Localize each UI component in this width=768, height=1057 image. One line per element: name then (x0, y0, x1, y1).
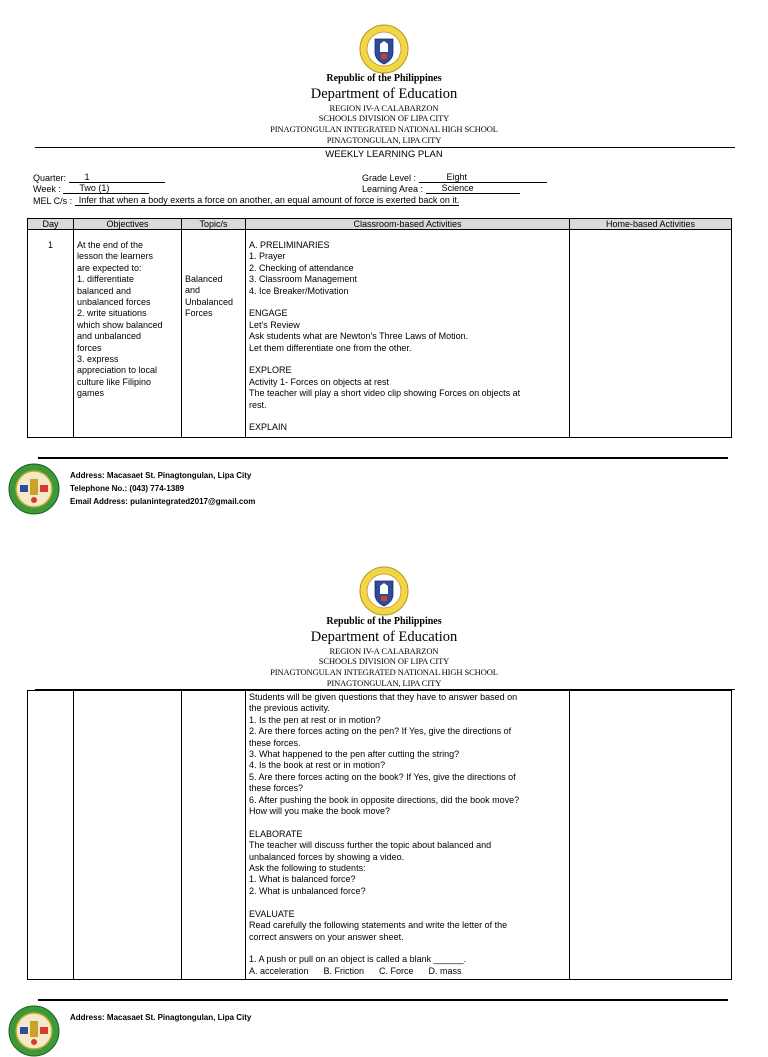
activity-line: 3. What happened to the pen after cutting the string? (249, 749, 460, 760)
area-row (362, 183, 520, 194)
deped-seal-icon (359, 566, 409, 616)
area-label: Learning Area : (362, 184, 424, 194)
activity-line: these forces? (249, 783, 304, 794)
objective-line: unbalanced forces (77, 297, 151, 308)
quarter-label: Quarter: (33, 173, 67, 183)
activity-line: 1. What is balanced force? (249, 874, 356, 885)
week-value: Two (1) (63, 183, 149, 194)
republic-line: Republic of the Philippines (326, 616, 442, 627)
blank-line (249, 411, 566, 422)
objective-line: appreciation to local (77, 365, 158, 376)
objective-line: 2. write situations (77, 308, 147, 319)
topics-cell (182, 691, 246, 980)
topic-line: Unbalanced (185, 296, 234, 307)
home-activities-cell (570, 691, 732, 980)
header-day: Day (28, 219, 74, 230)
activity-line: 4. Ice Breaker/Motivation (249, 285, 349, 296)
activity-line: 2. What is unbalanced force? (249, 885, 366, 896)
activity-line: unbalanced forces by showing a video. (249, 851, 405, 862)
activity-line: 2. Checking of attendance (249, 262, 354, 273)
activity-line: Ask the following to students: (249, 863, 366, 874)
classroom-activities-cell (246, 691, 570, 980)
classroom-activities-cell (246, 230, 570, 438)
objective-line: are expected to: (77, 262, 142, 273)
grade-value: Eight (419, 172, 547, 183)
footer-address: Address: Macasaet St. Pinagtongulan, Lipa City (70, 471, 252, 480)
objective-line: 3. express (77, 354, 119, 365)
activity-line: 4. Is the book at rest or in motion? (249, 760, 386, 771)
school-logo-icon (8, 1005, 60, 1057)
footer-address: Address: Macasaet St. Pinagtongulan, Lipa City (70, 1013, 252, 1022)
objective-line: culture like Filipino (77, 376, 152, 387)
department-title: Department of Education (310, 629, 458, 645)
blank-line (249, 354, 566, 365)
place-line: PINAGTONGULAN, LIPA CITY (326, 135, 442, 145)
objectives-cell (74, 691, 182, 980)
melcs-label: MEL C/s : (33, 196, 73, 206)
activity-line: ENGAGE (249, 308, 288, 319)
footer-divider (38, 457, 728, 459)
topics-cell (182, 230, 246, 438)
objective-line: 1. differentiate (77, 274, 134, 285)
page-one (0, 0, 768, 520)
activity-line: EXPLAIN (249, 422, 288, 433)
activity-line: 5. Are there forces acting on the book? If Yes, give the directions of (249, 771, 516, 782)
activity-line: these forces. (249, 737, 301, 748)
deped-seal-icon (359, 24, 409, 74)
weekly-plan-table-page-one (27, 218, 732, 438)
activity-line: EXPLORE (249, 365, 292, 376)
header-home-activities: Home-based Activities (570, 219, 732, 230)
blank-line (249, 897, 566, 908)
blank-line (249, 817, 566, 828)
home-activities-cell (570, 230, 732, 438)
activity-line: Ask students what are Newton's Three Laws of Motion. (249, 331, 469, 342)
grade-label: Grade Level : (362, 173, 417, 183)
header-topics: Topic/s (182, 219, 246, 230)
republic-line: Republic of the Philippines (326, 73, 442, 84)
header-classroom-activities: Classroom-based Activities (246, 219, 570, 230)
topic-line: Forces (185, 308, 213, 319)
weekly-plan-table-page-two (27, 690, 732, 980)
activity-line: 2. Are there forces acting on the pen? If Yes, give the directions of (249, 726, 512, 737)
activity-line: correct answers on your answer sheet. (249, 931, 404, 942)
day-cell: 1 (28, 230, 74, 438)
week-label: Week : (33, 184, 61, 194)
week-row (33, 183, 149, 194)
activity-line: 1. Prayer (249, 251, 286, 262)
objective-line: lesson the learners (77, 251, 154, 262)
footer-divider (38, 999, 728, 1001)
quarter-row (33, 172, 165, 183)
plan-title: WEEKLY LEARNING PLAN (325, 149, 443, 160)
activity-line: ELABORATE (249, 828, 303, 839)
table-row (28, 691, 732, 980)
activity-line: 3. Classroom Management (249, 274, 358, 285)
objective-line: games (77, 388, 105, 399)
activity-line: A. acceleration B. Friction C. Force D. mass (249, 965, 462, 976)
melcs-value: Infer that when a body exerts a force on another, an equal amount of force is exerted back on it. (75, 195, 460, 206)
header-divider (35, 147, 735, 148)
day-cell (28, 691, 74, 980)
topic-line: and (185, 285, 201, 296)
activity-line: The teacher will play a short video clip showing Forces on objects at (249, 388, 521, 399)
topic-line: Balanced (185, 274, 223, 284)
activity-line: Activity 1- Forces on objects at rest (249, 376, 390, 387)
activity-line: the previous activity. (249, 703, 330, 714)
objective-line: balanced and (77, 285, 132, 296)
grade-row (362, 172, 547, 183)
department-title: Department of Education (310, 86, 458, 102)
division-line: SCHOOLS DIVISION OF LIPA CITY (318, 113, 450, 123)
activity-line: 1. Is the pen at rest or in motion? (249, 714, 381, 725)
area-value: Science (426, 183, 520, 194)
objective-line: which show balanced (77, 319, 163, 330)
melcs-row (33, 195, 459, 206)
blank-line (249, 943, 566, 954)
footer-telephone: Telephone No.: (043) 774-1389 (70, 484, 185, 493)
place-line: PINAGTONGULAN, LIPA CITY (326, 678, 442, 688)
activity-line: 6. After pushing the book in opposite directions, did the book move? (249, 794, 520, 805)
objective-line: and unbalanced (77, 331, 142, 342)
activity-line: Read carefully the following statements and write the letter of the (249, 920, 508, 931)
table-header-row (28, 219, 732, 230)
objective-line: forces (77, 342, 102, 353)
school-logo-icon (8, 463, 60, 515)
blank-line (249, 297, 566, 308)
school-line: PINAGTONGULAN INTEGRATED NATIONAL HIGH SCHOOL (270, 124, 498, 134)
quarter-value: 1 (69, 172, 165, 183)
page-two (0, 540, 768, 1024)
school-line: PINAGTONGULAN INTEGRATED NATIONAL HIGH SCHOOL (270, 667, 498, 677)
objectives-cell (74, 230, 182, 438)
activity-line: EVALUATE (249, 908, 295, 919)
activity-line: 1. A push or pull on an object is called a blank ______. (249, 954, 467, 965)
division-line: SCHOOLS DIVISION OF LIPA CITY (318, 656, 450, 666)
activity-line: A. PRELIMINARIES (249, 240, 330, 250)
objective-line: At the end of the (77, 240, 144, 250)
table-row (28, 230, 732, 438)
activity-line: rest. (249, 399, 267, 410)
header-objectives: Objectives (74, 219, 182, 230)
activity-line: Let's Review (249, 319, 300, 330)
activity-line: How will you make the book move? (249, 806, 391, 817)
activity-line: Students will be given questions that they have to answer based on (249, 692, 518, 702)
region-line: REGION IV-A CALABARZON (329, 646, 439, 656)
activity-line: The teacher will discuss further the topic about balanced and (249, 840, 492, 851)
activity-line: Let them differentiate one from the other. (249, 342, 412, 353)
footer-email: Email Address: pulanintegrated2017@gmail.com (70, 497, 256, 506)
region-line: REGION IV-A CALABARZON (329, 103, 439, 113)
